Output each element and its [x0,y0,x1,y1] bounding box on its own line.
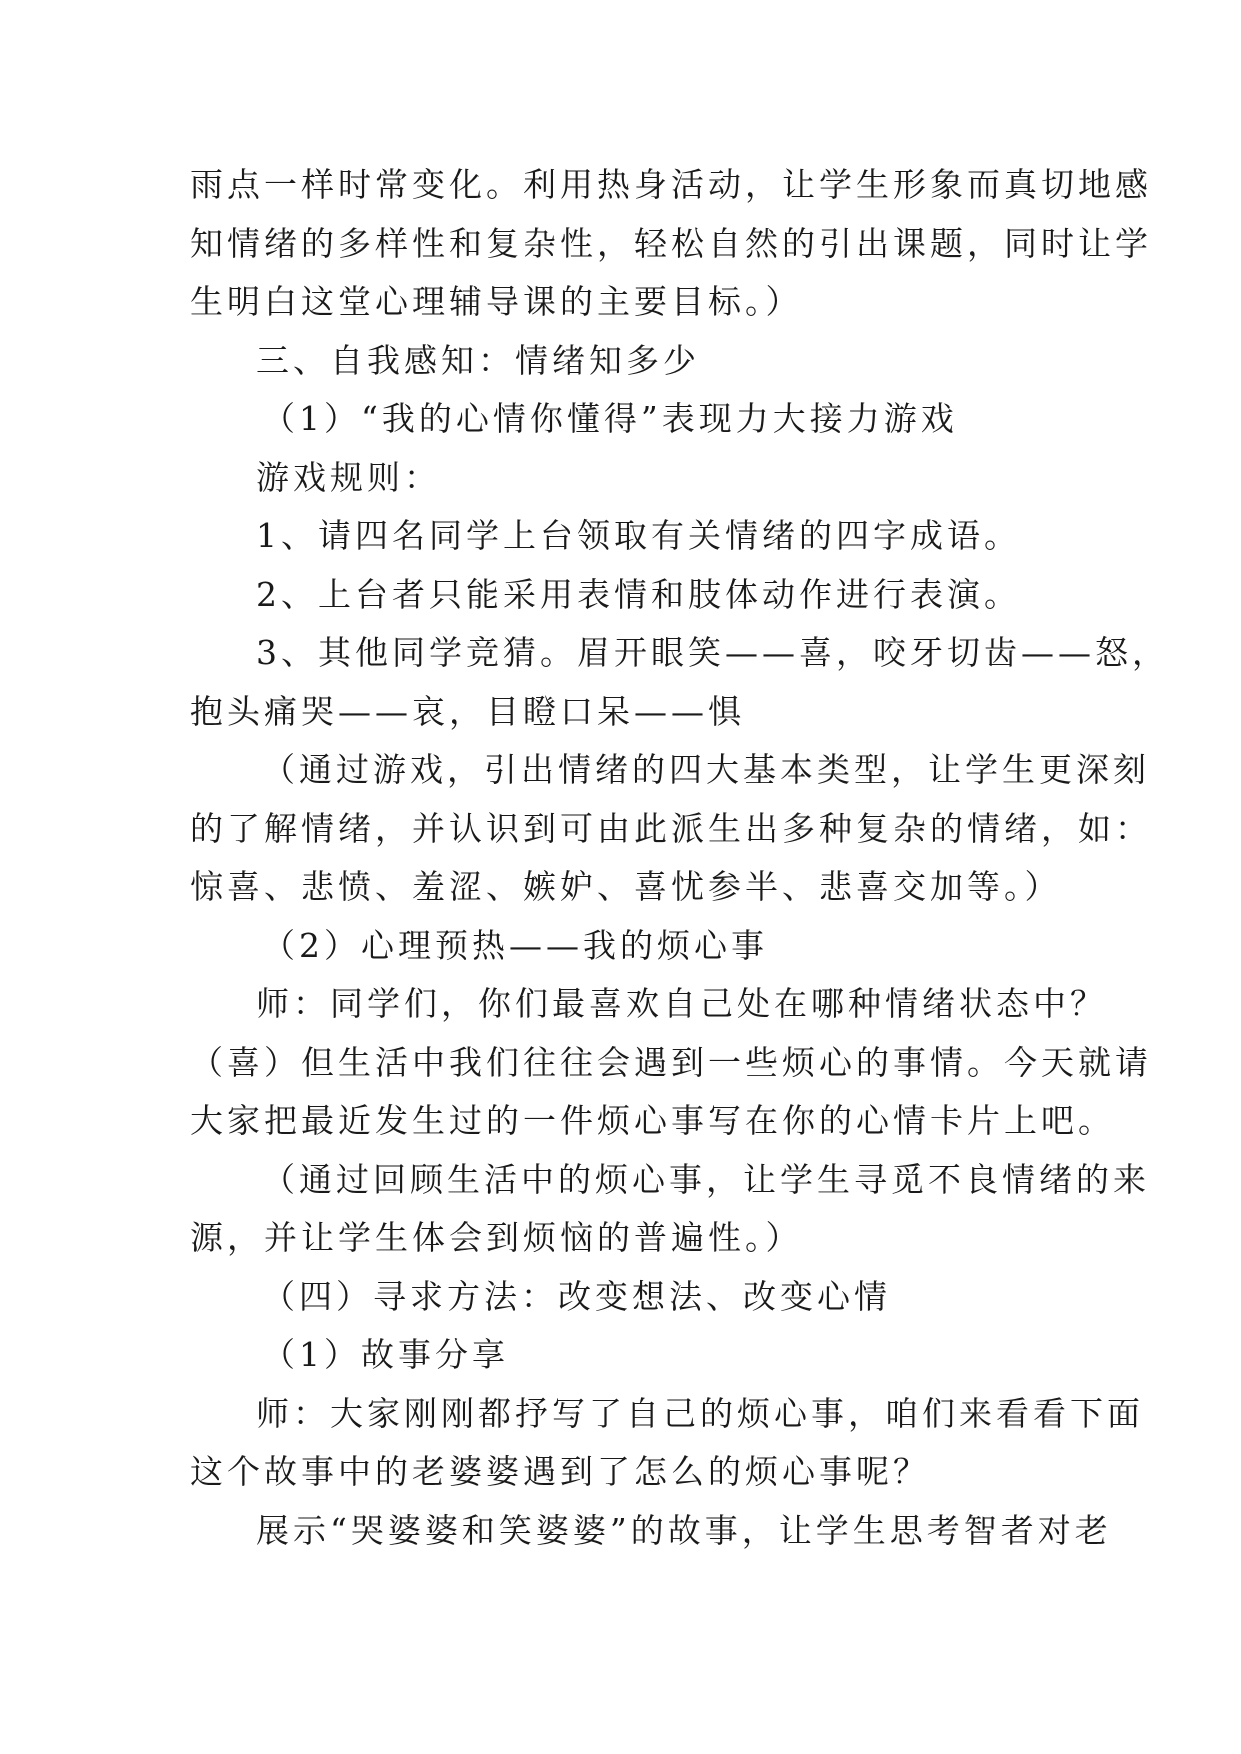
text-line: 知情绪的多样性和复杂性，轻松自然的引出课题，同时让学 [190,223,1152,263]
text-line: 展示“哭婆婆和笑婆婆”的故事，让学生思考智者对老 [256,1510,1112,1550]
text-line: （通过回顾生活中的烦心事，让学生寻觅不良情绪的来 [262,1159,1150,1199]
list-item: 2、上台者只能采用表情和肢体动作进行表演。 [256,574,1021,614]
text-line: 惊喜、悲愤、羞涩、嫉妒、喜忧参半、悲喜交加等。） [190,867,1062,906]
body-text [190,156,1169,1560]
text-line: 生明白这堂心理辅导课的主要目标。） [190,282,803,321]
text-line: 师：同学们，你们最喜欢自己处在哪种情绪状态中？ [256,984,1107,1023]
section-heading: 三、自我感知：情绪知多少 [256,340,700,380]
list-item: 3、其他同学竞猜。眉开眼笑——喜，咬牙切齿——怒， [256,633,1169,672]
text-line: （喜）但生活中我们往往会遇到一些烦心的事情。今天就请 [190,1042,1152,1082]
subsection-heading: （2）心理预热——我的烦心事 [262,925,768,965]
text-line: 大家把最近发生过的一件烦心事写在你的心情卡片上吧。 [190,1101,1115,1140]
text-line: 的了解情绪，并认识到可由此派生出多种复杂的情绪，如： [190,808,1152,848]
text-line: 这个故事中的老婆婆遇到了怎么的烦心事呢？ [190,1452,930,1491]
text-line: （通过游戏，引出情绪的四大基本类型，让学生更深刻 [262,750,1150,789]
text-line: 源，并让学生体会到烦恼的普遍性。） [190,1218,803,1257]
subsection-heading: （1）故事分享 [262,1335,509,1374]
subsection-heading: （1）“我的心情你懂得”表现力大接力游戏 [262,399,958,438]
text-line: 雨点一样时常变化。利用热身活动，让学生形象而真切地感 [190,165,1152,204]
section-heading: （四）寻求方法：改变想法、改变心情 [262,1276,891,1316]
text-line: 抱头痛哭——哀，目瞪口呆——惧 [190,691,745,731]
list-item: 1、请四名同学上台领取有关情绪的四字成语。 [256,516,1021,555]
text-line: 游戏规则： [256,457,441,497]
text-line: 师：大家刚刚都抒写了自己的烦心事，咱们来看看下面 [256,1393,1144,1433]
